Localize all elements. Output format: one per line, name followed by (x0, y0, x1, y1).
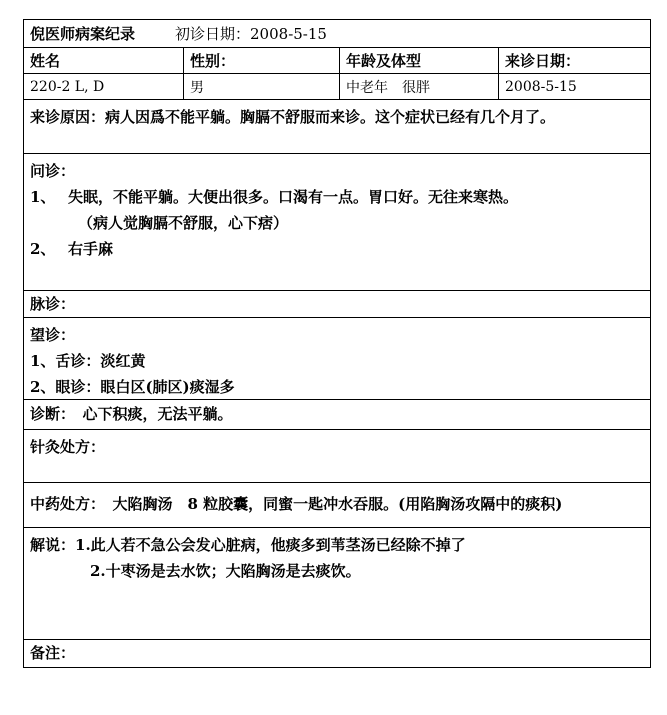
gender-label: 性别： (184, 48, 340, 73)
visit-reason (24, 100, 650, 154)
tongue-diagnosis: 1、舌诊：淡红黄 (30, 352, 146, 370)
diagnosis-section (24, 400, 650, 430)
info-value-row (24, 74, 650, 100)
gender-value: 男 (184, 74, 340, 99)
herbal-prescription-text: 中药处方： 大陷胸汤 8 粒胶囊，同蜜一匙冲水吞服。(用陷胸汤攻隔中的痰积) (30, 495, 563, 513)
age-value: 中老年 很胖 (340, 74, 499, 99)
observation-label: 望诊： (30, 326, 76, 344)
visit-reason-text: 来诊原因：病人因爲不能平躺。胸膈不舒服而来诊。这个症状已经有几个月了。 (30, 108, 556, 126)
acupuncture-section (24, 430, 650, 483)
inquiry-item-1-note: （病人觉胸膈不舒服，心下痞） (78, 214, 289, 232)
observation-section (24, 318, 650, 400)
pulse-section (24, 291, 650, 318)
explanation-label: 解说： (30, 536, 76, 554)
medical-record-table (23, 19, 651, 668)
inquiry-item-2-text: 右手麻 (68, 240, 114, 258)
explanation-line-1-row (30, 532, 644, 558)
inquiry-section (24, 154, 650, 291)
visit-date-value: 2008-5-15 (505, 78, 577, 95)
info-label-row (24, 48, 650, 74)
name-value: 220-2 L, D (24, 74, 184, 99)
inquiry-item-1-text: 失眠，不能平躺。大便出很多。口渴有一点。胃口好。无往来寒热。 (68, 188, 519, 206)
age-label: 年龄及体型 (340, 48, 499, 73)
explanation-line-2: 2.十枣汤是去水饮；大陷胸汤是去痰饮。 (90, 562, 361, 580)
notes-label: 备注： (30, 644, 76, 662)
inquiry-item-1-num: 1、 (30, 188, 56, 206)
inquiry-item-2-num: 2、 (30, 240, 56, 258)
pulse-label: 脉诊： (30, 295, 76, 313)
acupuncture-label: 针灸处方： (30, 438, 106, 456)
record-title: 倪医师病案纪录 (30, 25, 136, 43)
diagnosis-text: 诊断： 心下积痰，无法平躺。 (30, 405, 233, 423)
notes-section (24, 640, 650, 667)
name-label: 姓名 (24, 48, 184, 73)
explanation-section (24, 528, 650, 640)
inquiry-item-2 (30, 236, 644, 262)
inquiry-item-1 (30, 184, 644, 210)
record-header (24, 20, 650, 48)
visit-date-label: 来诊日期： (505, 52, 581, 70)
inquiry-label: 问诊： (30, 162, 76, 180)
explanation-line-1: 1.此人若不急公会发心脏病，他痰多到苇茎汤已经除不掉了 (75, 536, 466, 554)
herbal-section (24, 483, 650, 528)
eye-diagnosis: 2、眼诊：眼白区(肺区)痰湿多 (30, 378, 235, 396)
first-visit-date: 初诊日期：2008-5-15 (175, 25, 327, 43)
